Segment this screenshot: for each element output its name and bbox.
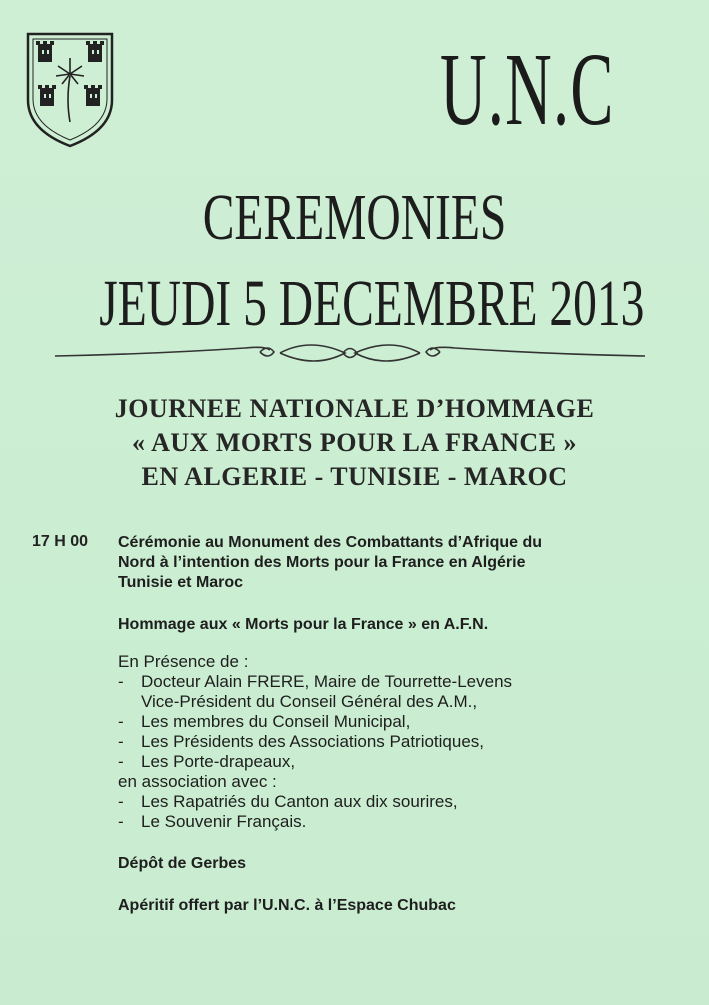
page-title: CEREMONIES — [202, 181, 507, 254]
list-item — [118, 792, 678, 812]
list-item — [118, 672, 678, 712]
list-item — [118, 732, 678, 752]
list-dash: - — [118, 812, 124, 831]
presence-label: En Présence de : — [118, 652, 249, 671]
list-item-text: Les Porte-drapeaux, — [141, 752, 296, 771]
list-item — [118, 712, 678, 732]
ceremony-line: Cérémonie au Monument des Combattants d’Afrique du — [118, 534, 543, 551]
page-date: JEUDI 5 DECEMBRE 2013 — [99, 267, 645, 340]
program-body — [118, 533, 678, 916]
list-dash: - — [118, 752, 124, 771]
decorative-flourish — [55, 340, 645, 366]
list-item-text: Les Présidents des Associations Patriotiques, — [141, 732, 485, 751]
subtitle-line: EN ALGERIE - TUNISIE - MAROC — [141, 462, 568, 491]
subtitle-line: JOURNEE NATIONALE D’HOMMAGE — [114, 394, 595, 423]
subtitle-line: « AUX MORTS POUR LA FRANCE » — [132, 428, 577, 457]
list-dash: - — [118, 792, 124, 811]
list-item-text: Vice-Président du Conseil Général des A.M., — [141, 692, 478, 711]
title-block — [0, 180, 709, 342]
list-dash: - — [118, 732, 124, 751]
ceremony-line: Tunisie et Maroc — [118, 574, 244, 591]
subtitle-block — [0, 392, 709, 494]
depot-line: Dépôt de Gerbes — [118, 855, 247, 872]
hommage-line: Hommage aux « Morts pour la France » en A.F.N. — [118, 616, 489, 633]
list-item — [118, 812, 678, 832]
ceremony-line: Nord à l’intention des Morts pour la France en Algérie — [118, 554, 526, 571]
list-item — [118, 752, 678, 772]
list-item-text: Les Rapatriés du Canton aux dix sourires, — [141, 792, 458, 811]
list-item-text: Docteur Alain FRERE, Maire de Tourrette-Levens — [141, 672, 513, 691]
coat-of-arms-icon — [24, 30, 116, 150]
list-item-text: Le Souvenir Français. — [141, 812, 307, 831]
aperitif-line: Apéritif offert par l’U.N.C. à l’Espace Chubac — [118, 897, 456, 914]
list-dash: - — [118, 672, 124, 691]
event-time: 17 H 00 — [32, 533, 89, 550]
list-item-text: Les membres du Conseil Municipal, — [141, 712, 411, 731]
unc-logo-text: U.N.C — [440, 32, 615, 147]
association-label: en association avec : — [118, 772, 277, 791]
list-dash: - — [118, 712, 124, 731]
